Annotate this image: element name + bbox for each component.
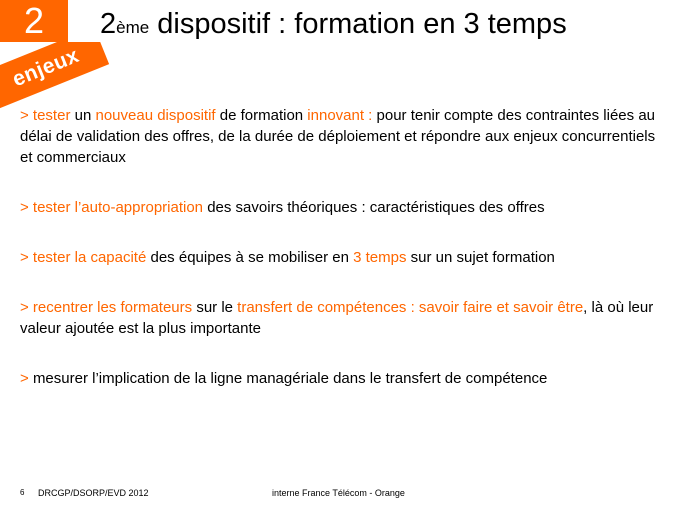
- section-number: 2: [23, 0, 45, 41]
- page-number: 6: [20, 488, 25, 497]
- bullet-item: [20, 105, 670, 168]
- section-number-badge: [0, 0, 68, 42]
- bullet-text: un: [70, 107, 96, 124]
- enjeux-tag-wrap: [0, 42, 130, 112]
- slide-title: [100, 6, 567, 46]
- enjeux-tag-label: enjeux: [9, 43, 83, 92]
- title-text: dispositif : formation en 3 temps: [149, 8, 567, 40]
- bullet-text: , là où leur valeur ajoutée est la plus importante: [20, 299, 654, 337]
- title-prefix: 2: [100, 8, 117, 40]
- bullet-highlight: nouveau dispositif: [95, 107, 216, 124]
- bullet-text: sur le: [192, 299, 238, 316]
- bullet-highlight: > tester l’auto-appropriation: [20, 199, 204, 216]
- bullet-text: des savoirs théoriques : caractéristiques des offres: [203, 199, 545, 216]
- bullet-highlight: innovant :: [307, 107, 373, 124]
- title-superscript: ème: [116, 18, 150, 37]
- bullet-item: [20, 297, 670, 339]
- footer-organization: DRCGP/DSORP/EVD 2012: [38, 488, 149, 498]
- bullet-highlight: > tester: [20, 107, 71, 124]
- bullet-highlight: > tester la capacité: [20, 249, 147, 266]
- bullet-text: sur un sujet formation: [406, 249, 555, 266]
- bullet-text: pour tenir compte des contraintes liées au délai de validation des offres, de la durée de déploiement et répondre aux enjeux concurrentiels et commerciaux: [20, 107, 656, 166]
- footer-classification: interne France Télécom - Orange: [272, 488, 405, 498]
- bullet-text: mesurer l’implication de la ligne managériale dans le transfert de compétence: [32, 370, 548, 387]
- bullet-text: des équipes à se mobiliser en: [146, 249, 354, 266]
- bullet-text: de formation: [215, 107, 308, 124]
- bullet-item: [20, 247, 670, 268]
- bullet-highlight: > recentrer les formateurs: [20, 299, 193, 316]
- bullet-item: [20, 368, 670, 389]
- bullet-highlight: transfert de compétences : savoir faire et savoir être: [237, 299, 584, 316]
- enjeux-tag: [0, 42, 109, 109]
- bullet-highlight: 3 temps: [353, 249, 407, 266]
- bullet-item: [20, 197, 670, 218]
- bullet-list: [20, 105, 670, 418]
- bullet-highlight: >: [20, 370, 33, 387]
